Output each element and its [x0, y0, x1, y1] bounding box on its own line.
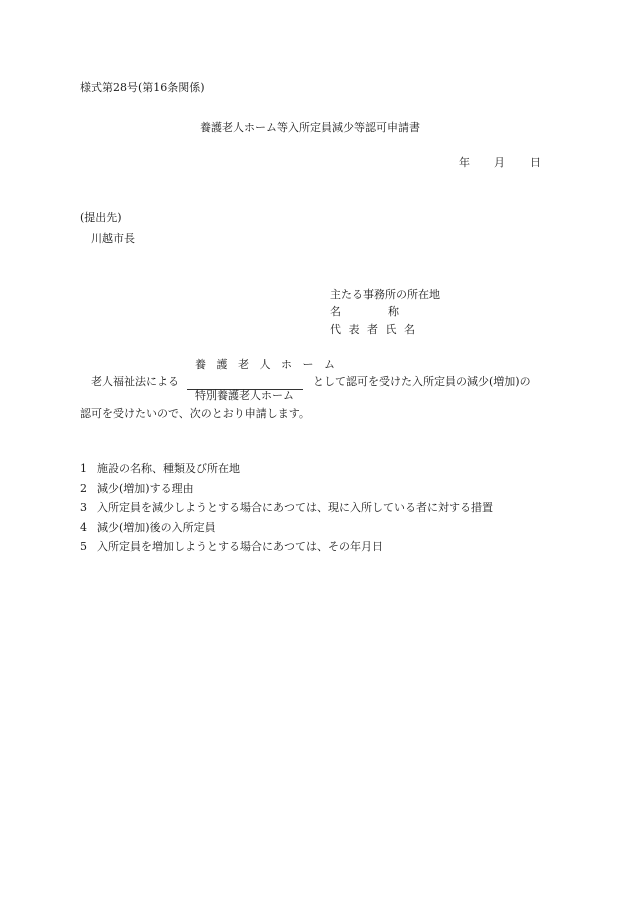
- addressee-label: (提出先): [80, 211, 122, 224]
- item-text: 施設の名称、種類及び所在地: [97, 462, 240, 475]
- item-text: 減少(増加)する理由: [97, 481, 194, 495]
- date-year-label: 年: [459, 156, 470, 169]
- item-text: 入所定員を増加しようとする場合にあつては、その年月日: [97, 540, 383, 553]
- item-number: 2: [80, 481, 87, 495]
- form-number: 様式第28号(第16条関係): [80, 81, 205, 94]
- list-item: [80, 463, 493, 483]
- body-suffix: として認可を受けた入所定員の減少(増加)の: [313, 375, 531, 388]
- date-day-label: 日: [530, 156, 541, 169]
- list-item: [80, 541, 493, 561]
- item-text: 入所定員を減少しようとする場合にあつては、現に入所している者に対する措置: [97, 501, 493, 514]
- item-number: 1: [80, 462, 87, 475]
- item-text: 減少(増加)後の入所定員: [97, 520, 216, 534]
- addressee-name: 川越市長: [91, 232, 135, 245]
- list-item: [80, 483, 493, 503]
- applicant-representative-label: 代 表 者 氏 名: [330, 323, 417, 336]
- body-continuation: 認可を受けたいので、次のとおり申請します。: [80, 407, 310, 420]
- list-item: [80, 502, 493, 522]
- applicant-address-label: 主たる事務所の所在地: [330, 288, 440, 301]
- applicant-name-label-a: 名: [330, 305, 341, 318]
- facility-type-option-a: 養 護 老 人 ホ ー ム: [195, 358, 339, 371]
- item-number: 5: [80, 540, 87, 553]
- facility-type-option-b: 特別養護老人ホーム: [195, 389, 294, 402]
- items-list: [80, 463, 493, 561]
- item-number: 3: [80, 501, 87, 514]
- applicant-name-label-b: 称: [388, 305, 399, 318]
- item-number: 4: [80, 520, 87, 534]
- list-item: [80, 522, 493, 542]
- body-prefix: 老人福祉法による: [91, 375, 179, 388]
- date-month-label: 月: [494, 156, 505, 169]
- document-title: 養護老人ホーム等入所定員減少等認可申請書: [200, 121, 420, 134]
